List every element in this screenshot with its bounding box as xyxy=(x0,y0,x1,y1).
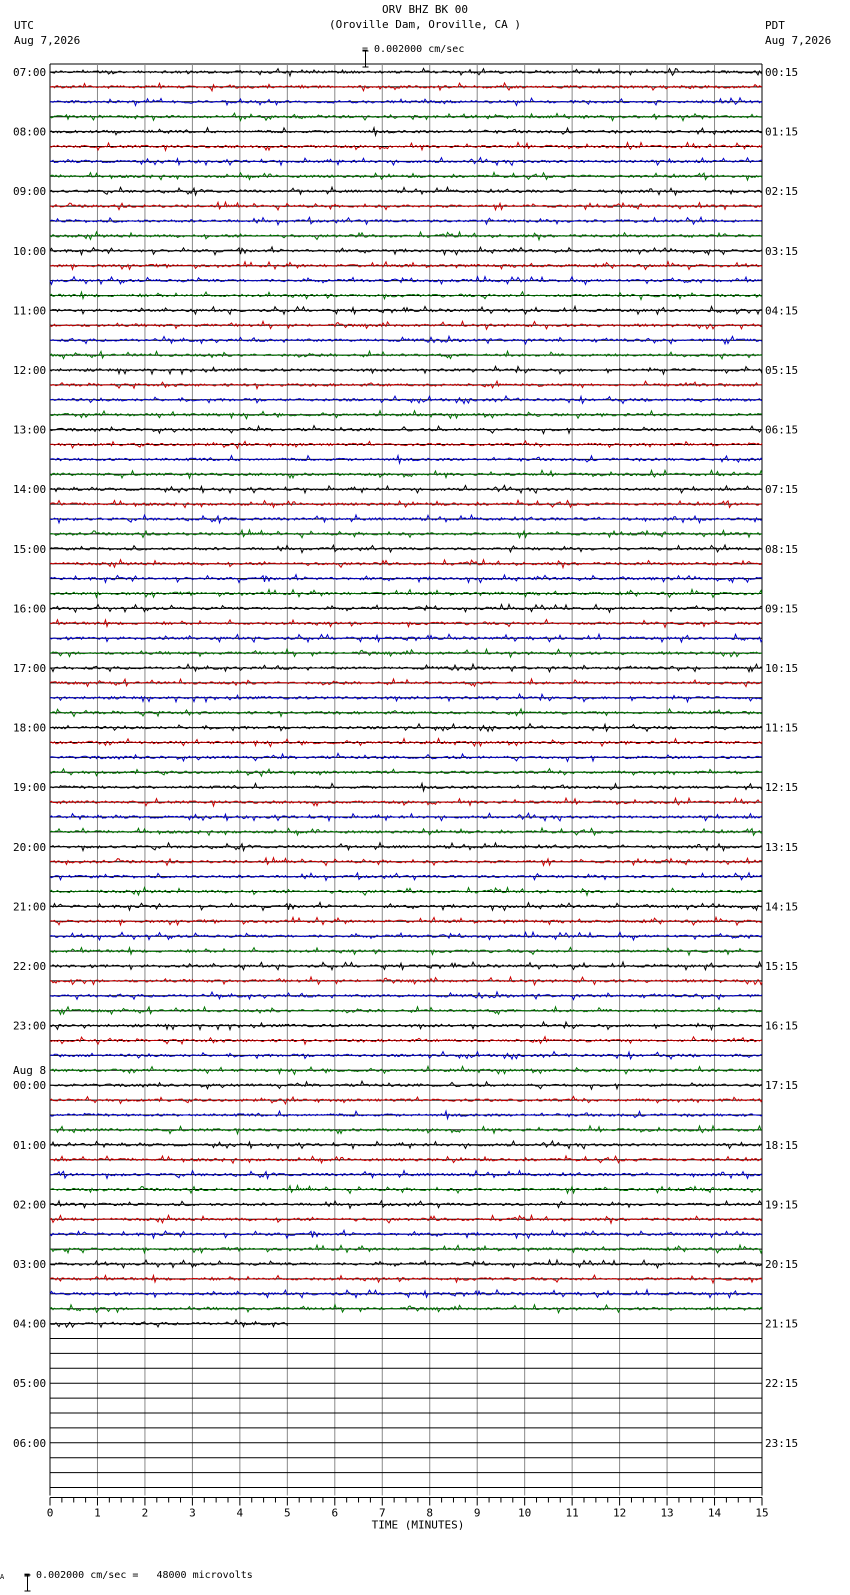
trace-rows xyxy=(50,68,762,1487)
utc-hour-label-19: 02:00 xyxy=(13,1198,47,1212)
utc-hour-label-23: 06:00 xyxy=(13,1436,47,1450)
pdt-hour-label-14: 14:15 xyxy=(765,900,799,914)
utc-hour-label-8: 15:00 xyxy=(13,542,47,556)
trace-row-8 xyxy=(50,187,762,195)
pdt-label: PDT xyxy=(765,19,785,32)
trace-row-63 xyxy=(50,1007,762,1015)
x-tick-label-8: 8 xyxy=(426,1506,434,1520)
trace-row-9 xyxy=(50,202,762,210)
utc-hour-label-14: 21:00 xyxy=(13,900,47,914)
trace-row-16 xyxy=(50,306,762,314)
x-tick-label-2: 2 xyxy=(141,1506,149,1520)
utc-hour-label-18: 01:00 xyxy=(13,1138,47,1152)
trace-row-42 xyxy=(50,694,762,702)
utc-hour-label-11: 18:00 xyxy=(13,721,47,735)
utc-hour-label-15: 22:00 xyxy=(13,960,47,973)
pdt-hour-label-5: 05:15 xyxy=(765,364,799,377)
x-tick-label-5: 5 xyxy=(284,1506,291,1520)
utc-hour-label-22: 05:00 xyxy=(13,1377,47,1391)
pdt-hour-label-3: 03:15 xyxy=(765,244,799,258)
pdt-hour-label-7: 07:15 xyxy=(765,483,799,497)
utc-hour-label-5: 12:00 xyxy=(13,364,47,377)
x-tick-label-15: 15 xyxy=(755,1506,769,1520)
utc-hour-label-7: 14:00 xyxy=(13,483,47,497)
pdt-hour-label-6: 06:15 xyxy=(765,423,799,437)
utc-hour-label-4: 11:00 xyxy=(13,304,47,318)
utc-hour-label-9: 16:00 xyxy=(13,602,47,616)
x-tick-label-11: 11 xyxy=(565,1506,579,1520)
utc-date: Aug 7,2026 xyxy=(14,34,81,47)
trace-row-60 xyxy=(50,962,762,970)
trace-row-26 xyxy=(50,456,762,464)
pdt-hour-label-10: 10:15 xyxy=(765,662,799,675)
pdt-hour-label-8: 08:15 xyxy=(765,542,799,556)
trace-row-76 xyxy=(50,1201,762,1208)
x-tick-label-12: 12 xyxy=(612,1506,627,1520)
trace-row-34 xyxy=(50,575,762,583)
pdt-hour-label-20: 20:15 xyxy=(765,1258,799,1271)
trace-row-48 xyxy=(50,783,762,791)
utc-hour-label-6: 13:00 xyxy=(13,423,47,437)
x-tick-label-7: 7 xyxy=(378,1506,386,1520)
pdt-hour-label-13: 13:15 xyxy=(765,840,799,854)
footer-scale-bar-icon xyxy=(11,1561,18,1579)
utc-hour-label-20: 03:00 xyxy=(13,1258,47,1271)
trace-row-23 xyxy=(50,411,762,419)
pdt-date: Aug 7,2026 xyxy=(765,34,832,47)
utc-hour-label-0: 07:00 xyxy=(13,66,47,79)
pdt-hour-label-21: 21:15 xyxy=(765,1317,799,1331)
pdt-hour-label-18: 18:15 xyxy=(765,1138,799,1152)
utc-hour-label-10: 17:00 xyxy=(13,662,47,675)
trace-row-17 xyxy=(50,321,762,329)
pdt-hour-label-2: 02:15 xyxy=(765,185,799,199)
pdt-hour-label-9: 09:15 xyxy=(765,602,799,616)
x-axis xyxy=(47,1498,769,1532)
pdt-hour-label-12: 12:15 xyxy=(765,781,799,795)
pdt-hour-label-16: 16:15 xyxy=(765,1019,799,1033)
trace-row-65 xyxy=(50,1037,762,1045)
utc-hour-label-3: 10:00 xyxy=(13,244,47,258)
station-location: (Oroville Dam, Oroville, CA ) xyxy=(328,18,522,31)
pdt-hour-label-22: 22:15 xyxy=(765,1377,799,1391)
trace-row-46 xyxy=(50,753,762,761)
utc-hour-label-2: 09:00 xyxy=(13,185,47,199)
x-tick-label-9: 9 xyxy=(473,1506,481,1520)
station-title: ORV BHZ BK 00 xyxy=(381,3,469,16)
utc-hour-label-1: 08:00 xyxy=(13,125,47,139)
utc-hour-label-16: 23:00 xyxy=(13,1019,47,1033)
trace-row-6 xyxy=(50,158,762,166)
x-tick-label-13: 13 xyxy=(660,1506,674,1520)
x-tick-label-0: 0 xyxy=(46,1506,54,1520)
pdt-hour-label-19: 19:15 xyxy=(765,1198,799,1212)
x-axis-label: TIME (MINUTES) xyxy=(371,1518,465,1532)
time-grid xyxy=(50,64,762,1496)
pdt-hour-label-1: 01:15 xyxy=(765,125,799,139)
date-change-label: Aug 8 xyxy=(13,1064,47,1078)
footer-scale-text: = 0.002000 cm/sec = 48000 microvolts xyxy=(24,1570,253,1581)
x-tick-label-10: 10 xyxy=(518,1506,532,1520)
utc-hour-label-12: 19:00 xyxy=(13,781,47,795)
pdt-hour-label-11: 11:15 xyxy=(765,721,799,735)
utc-hour-label-17: 00:00 xyxy=(13,1079,47,1093)
x-tick-label-3: 3 xyxy=(189,1506,196,1520)
pdt-hour-label-17: 17:15 xyxy=(765,1079,799,1093)
utc-label: UTC xyxy=(14,19,34,32)
trace-row-4 xyxy=(50,128,762,136)
pdt-hour-label-0: 00:15 xyxy=(765,66,799,79)
trace-row-43 xyxy=(50,709,762,717)
x-tick-label-4: 4 xyxy=(236,1506,244,1520)
x-tick-label-6: 6 xyxy=(331,1506,339,1520)
pdt-hour-label-15: 15:15 xyxy=(765,960,799,973)
pdt-hour-label-23: 23:15 xyxy=(765,1436,799,1450)
trace-row-41 xyxy=(50,679,762,687)
utc-hour-label-13: 20:00 xyxy=(13,840,47,854)
trace-row-51 xyxy=(50,828,762,835)
pdt-hour-label-4: 04:15 xyxy=(765,304,799,318)
trace-row-45 xyxy=(50,739,762,747)
x-tick-label-14: 14 xyxy=(707,1506,722,1520)
footer-marker: A xyxy=(0,1573,5,1581)
trace-row-3 xyxy=(50,113,762,120)
trace-row-79 xyxy=(50,1245,762,1253)
utc-hour-label-21: 04:00 xyxy=(13,1317,47,1331)
scale-text: = 0.002000 cm/sec xyxy=(362,44,465,55)
trace-row-32 xyxy=(50,545,762,553)
x-tick-label-1: 1 xyxy=(94,1506,101,1520)
